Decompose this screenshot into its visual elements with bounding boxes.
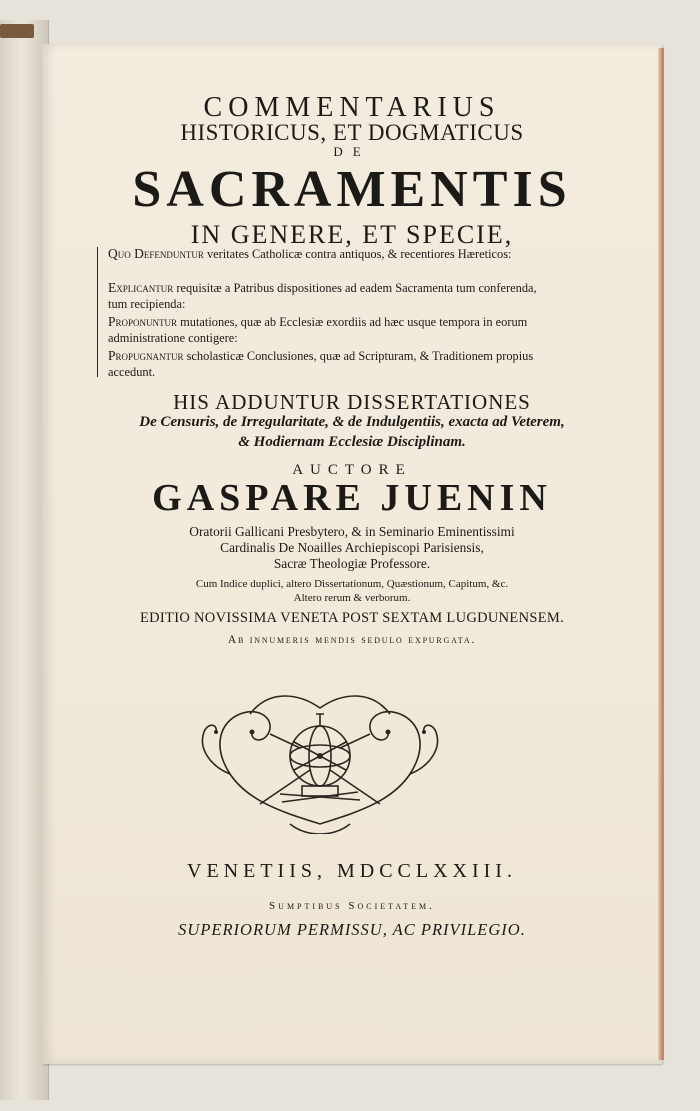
dissertations-line-2: & Hodiernam Ecclesiæ Disciplinam. bbox=[238, 434, 466, 450]
author-line-3: Sacræ Theologiæ Professore. bbox=[273, 556, 431, 571]
title-page bbox=[42, 44, 662, 1064]
dissertations-line-1: De Censuris, de Irregularitate, & de Indulgentiis, exacta ad Veterem, bbox=[139, 414, 565, 430]
title-de: DE bbox=[333, 144, 371, 159]
clause-lead: Explicantur bbox=[108, 280, 174, 295]
clause-text: mutationes, quæ ab Ecclesiæ exordiis ad hæc usque tempora in eorum administratione contigere: bbox=[108, 315, 528, 345]
index-line-2: Altero rerum & verborum. bbox=[293, 592, 411, 604]
clause-proponuntur bbox=[108, 314, 558, 346]
clause-explicantur bbox=[108, 280, 558, 312]
author-line-1: Oratorii Gallicani Presbytero, & in Seminario Eminentissimi bbox=[189, 524, 515, 539]
armillary-sphere-cartouche-icon bbox=[190, 674, 450, 834]
clause-text: veritates Catholicæ contra antiquos, & recentiores Hæreticos: bbox=[203, 247, 512, 261]
clause-text: requisitæ a Patribus dispositiones ad eadem Sacramenta tum conferenda, tum recipienda: bbox=[108, 281, 537, 311]
dissertations-heading: HIS ADDUNTUR DISSERTATIONES bbox=[173, 390, 531, 414]
edition-line-1: EDITIO NOVISSIMA VENETA POST SEXTAM LUGDUNENSEM. bbox=[140, 610, 564, 626]
clause-lead: Propugnantur bbox=[108, 348, 184, 363]
index-line-1: Cum Indice duplici, altero Dissertationum, Quæstionum, Capitum, &c. bbox=[195, 578, 509, 590]
title-historicus: HISTORICUS, ET DOGMATICUS bbox=[180, 120, 524, 145]
clause-text: scholasticæ Conclusiones, quæ ad Scripturam, & Traditionem propius accedunt. bbox=[108, 349, 534, 379]
title-commentarius: COMMENTARIUS bbox=[203, 92, 501, 123]
author-line-2: Cardinalis De Noailles Archiepiscopi Parisiensis, bbox=[220, 540, 484, 555]
imprint-permission: SUPERIORUM PERMISSU, AC PRIVILEGIO. bbox=[178, 920, 526, 939]
edition-line-2: Ab innumeris mendis sedulo expurgata. bbox=[227, 634, 477, 646]
title-sacramentis: SACRAMENTIS bbox=[132, 161, 572, 218]
imprint-sumptibus: Sumptibus Societatem. bbox=[269, 900, 435, 912]
author-label: AUCTORE bbox=[292, 462, 412, 478]
clause-defenduntur bbox=[108, 246, 558, 263]
title-in-genere: IN GENERE, ET SPECIE, bbox=[190, 220, 514, 249]
author-name: GASPARE JUENIN bbox=[152, 477, 552, 519]
imprint-place-date: VENETIIS, MDCCLXXIII. bbox=[187, 860, 517, 882]
binding-leather bbox=[0, 24, 34, 38]
clause-lead: Proponuntur bbox=[108, 314, 178, 329]
clause-lead: Quo Defenduntur bbox=[108, 246, 204, 261]
clause-propugnantur bbox=[108, 348, 558, 380]
page-edge bbox=[658, 48, 664, 1060]
